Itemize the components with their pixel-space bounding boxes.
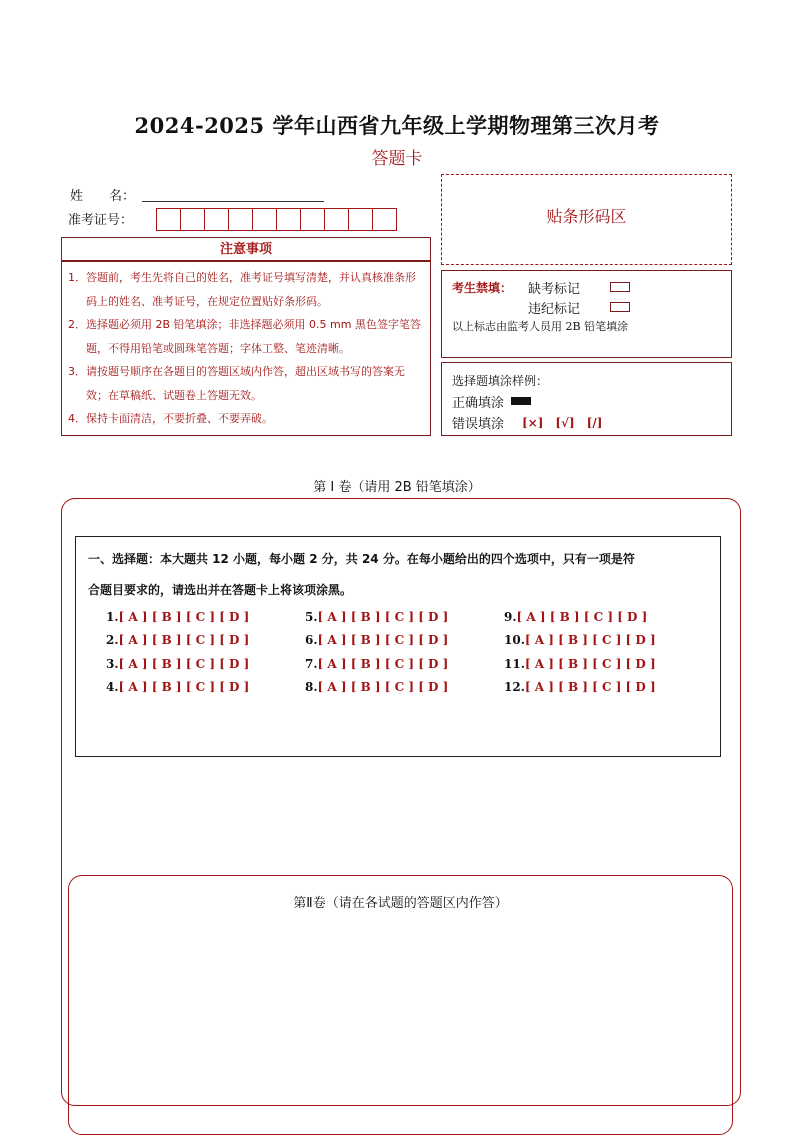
notice-item: 1．答题前，考生先将自己的姓名，准考证号填写清楚，并认真核准条形码上的姓名、准考证号，在规定位置贴好条形码。: [68, 271, 416, 308]
notice-heading: 注意事项: [61, 237, 431, 261]
id-digit-box[interactable]: [228, 208, 253, 231]
id-digit-box[interactable]: [204, 208, 229, 231]
question-number: 5.: [305, 610, 318, 624]
section-1-title: 第 I 卷（请用 2B 铅笔填涂）: [313, 480, 481, 495]
wrong-fill-label: 错误填涂: [452, 417, 505, 432]
answer-options[interactable]: [ A ] [ B ] [ C ] [ D ]: [524, 633, 656, 647]
id-digit-box[interactable]: [372, 208, 397, 231]
forbid-note: 以上标志由监考人员用 2B 铅笔填涂: [452, 320, 629, 333]
answer-options[interactable]: [ A ] [ B ] [ C ] [ D ]: [317, 680, 449, 694]
correct-fill-sample: [511, 397, 531, 405]
choice-instruction-line1: 一、选择题：本大题共 12 小题，每小题 2 分，共 24 分。在每小题给出的四个选项中，只有一项是符: [88, 552, 635, 566]
question-number: 1.: [106, 610, 119, 624]
section-2-title: 第Ⅱ卷（请在各试题的答题区内作答）: [293, 896, 508, 911]
notice-item: 4．保持卡面清洁，不要折叠、不要弄破。: [68, 412, 273, 425]
id-digit-box[interactable]: [324, 208, 349, 231]
violation-mark-box[interactable]: [610, 302, 630, 312]
name-input-line[interactable]: [142, 201, 324, 202]
answer-options[interactable]: [ A ] [ B ] [ C ] [ D ]: [317, 610, 449, 624]
sample-title: 选择题填涂样例：: [452, 374, 549, 388]
notice-body: [61, 261, 431, 436]
id-digit-box[interactable]: [276, 208, 301, 231]
violation-mark-label: 违纪标记: [528, 302, 581, 317]
question-row[interactable]: [305, 633, 448, 647]
section-2-answer-area[interactable]: [68, 875, 733, 1135]
barcode-area: 贴条形码区: [441, 174, 732, 265]
forbid-title: 考生禁填：: [452, 281, 513, 295]
id-digit-box[interactable]: [252, 208, 277, 231]
question-number: 8.: [305, 680, 318, 694]
fill-sample-box: [441, 362, 732, 436]
notice-item: 3．请按题号顺序在各题目的答题区域内作答，超出区域书写的答案无效；在草稿纸、试题卷上答题无效。: [68, 365, 405, 402]
question-row[interactable]: [305, 680, 448, 694]
id-digit-box[interactable]: [300, 208, 325, 231]
answer-options[interactable]: [ A ] [ B ] [ C ] [ D ]: [317, 633, 449, 647]
question-number: 10.: [504, 633, 525, 647]
answer-options[interactable]: [ A ] [ B ] [ C ] [ D ]: [118, 633, 250, 647]
name-label: 姓 名：: [70, 189, 136, 204]
question-row[interactable]: [106, 657, 249, 671]
question-row[interactable]: [106, 610, 249, 624]
question-number: 6.: [305, 633, 318, 647]
page-title: 2024-2025 学年山西省九年级上学期物理第三次月考: [134, 113, 660, 138]
question-row[interactable]: [504, 633, 656, 647]
question-number: 3.: [106, 657, 119, 671]
question-number: 9.: [504, 610, 517, 624]
answer-options[interactable]: [ A ] [ B ] [ C ] [ D ]: [118, 610, 250, 624]
question-number: 4.: [106, 680, 119, 694]
answer-options[interactable]: [ A ] [ B ] [ C ] [ D ]: [118, 657, 250, 671]
absent-mark-label: 缺考标记: [528, 282, 581, 297]
answer-options[interactable]: [ A ] [ B ] [ C ] [ D ]: [317, 657, 449, 671]
question-row[interactable]: [305, 610, 448, 624]
question-row[interactable]: [504, 680, 656, 694]
examiner-only-box: [441, 270, 732, 358]
wrong-fill-samples: [×] [√] [/]: [522, 416, 603, 430]
question-row[interactable]: [305, 657, 448, 671]
answer-options[interactable]: [ A ] [ B ] [ C ] [ D ]: [118, 680, 250, 694]
question-row[interactable]: [106, 633, 249, 647]
exam-id-label: 准考证号：: [68, 213, 134, 228]
notice-item: 2．选择题必须用 2B 铅笔填涂；非选择题必须用 0.5 mm 黑色签字笔答题，不得用铅笔或圆珠笔答题；字体工整、笔迹清晰。: [68, 318, 421, 355]
question-row[interactable]: [504, 657, 656, 671]
absent-mark-box[interactable]: [610, 282, 630, 292]
question-number: 12.: [504, 680, 525, 694]
question-number: 11.: [504, 657, 525, 671]
correct-fill-label: 正确填涂: [452, 396, 505, 411]
question-row[interactable]: [504, 610, 647, 624]
id-digit-box[interactable]: [348, 208, 373, 231]
question-number: 7.: [305, 657, 318, 671]
choice-instruction-line2: 合题目要求的，请选出并在答题卡上将该项涂黑。: [88, 583, 353, 597]
id-digit-box[interactable]: [180, 208, 205, 231]
page-subtitle: 答题卡: [371, 149, 423, 169]
answer-options[interactable]: [ A ] [ B ] [ C ] [ D ]: [516, 610, 648, 624]
question-row[interactable]: [106, 680, 249, 694]
question-number: 2.: [106, 633, 119, 647]
answer-options[interactable]: [ A ] [ B ] [ C ] [ D ]: [524, 657, 656, 671]
exam-id-boxes[interactable]: [156, 208, 396, 231]
id-digit-box[interactable]: [156, 208, 181, 231]
answer-options[interactable]: [ A ] [ B ] [ C ] [ D ]: [524, 680, 656, 694]
